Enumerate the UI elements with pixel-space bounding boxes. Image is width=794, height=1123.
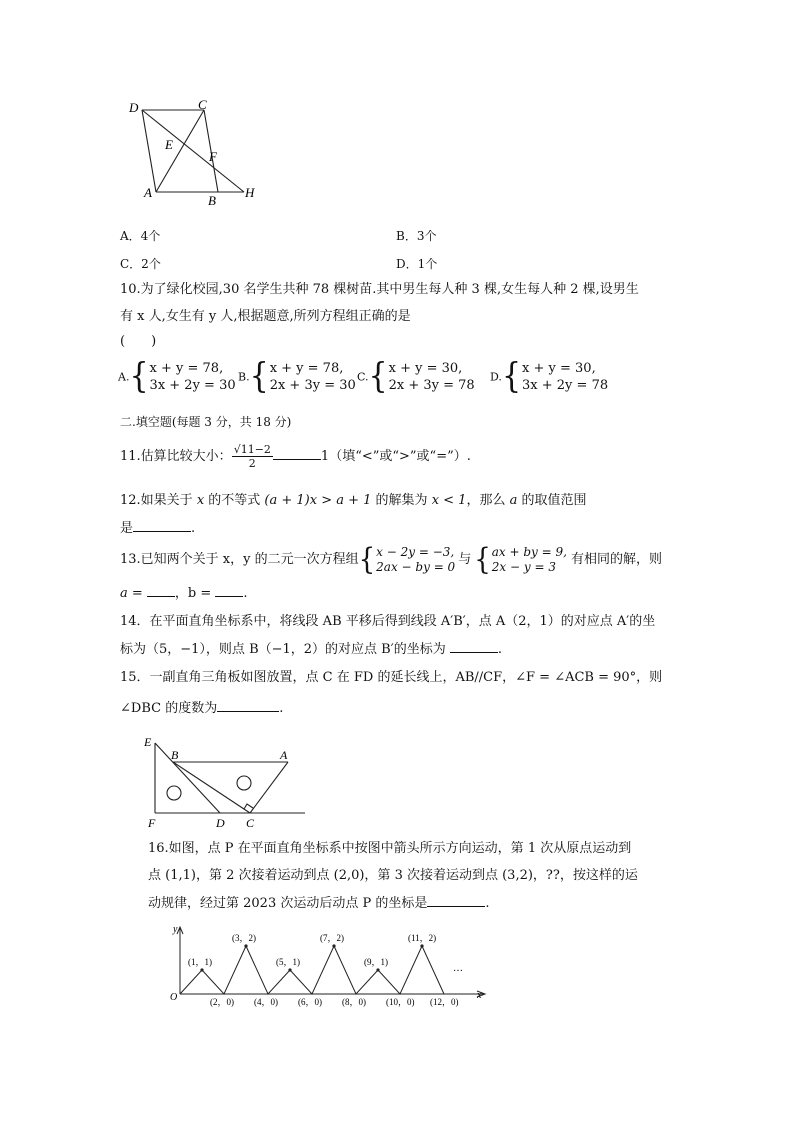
point-label-bottom: (8，0)	[342, 997, 366, 1007]
continuation-dots: …	[453, 963, 463, 974]
point-label-bottom: (12，0)	[430, 997, 459, 1007]
q11-fraction: $\frac{√11-2}{2}$	[233, 443, 271, 470]
q12-line-2: 是 .	[120, 521, 196, 536]
q11-blank	[273, 447, 321, 460]
q15-line-2: ∠DBC 的度数为 .	[120, 701, 284, 716]
q10-option-c: C.{x + y = 30, 2x + 3y = 78	[357, 356, 475, 397]
label-C: C	[246, 816, 255, 830]
label-F: F	[148, 816, 156, 830]
point-label-top: (3，2)	[232, 933, 256, 943]
q13-blank-b	[215, 584, 243, 597]
label-E: E	[165, 137, 173, 152]
origin-label: O	[170, 992, 178, 1003]
point-label-top: (1，1)	[188, 957, 212, 967]
q16-blank	[427, 894, 485, 907]
label-A: A	[144, 185, 152, 200]
q14-blank	[450, 640, 498, 653]
q10-line-1: 10.为了绿化校园,30 名学生共种 78 棵树苗.其中男生每人种 3 棵,女生每人种 2 棵,设男生	[120, 282, 639, 297]
point-label-bottom: (6，0)	[298, 997, 322, 1007]
point-label-top: (5，1)	[276, 957, 300, 967]
q10-option-a: A.{x + y = 78, 3x + 2y = 30	[118, 356, 236, 397]
q14-line-1: 14．在平面直角坐标系中，将线段 AB 平移后得到线段 A′B′，点 A（2，1）的对应点 A′的坐	[120, 614, 656, 629]
q15-blank	[217, 699, 279, 712]
path-point	[200, 968, 203, 971]
path-point	[288, 968, 291, 971]
q16-zigzag-figure	[165, 922, 495, 1007]
q10-option-b: B.{x + y = 78, 2x + 3y = 30	[238, 356, 356, 397]
q9-option-a: A．4个	[120, 229, 161, 243]
q16-line-3: 动规律，经过第 2023 次运动后动点 P 的坐标是 .	[148, 896, 490, 911]
q16-line-1: 16.如图，点 P 在平面直角坐标系中按图中箭头所示方向运动，第 1 次从原点运动到	[148, 841, 632, 856]
label-C: C	[198, 97, 207, 112]
label-B: B	[171, 748, 179, 762]
q13-line-2: a = ，b = .	[120, 586, 248, 601]
point-label-bottom: (4，0)	[254, 997, 278, 1007]
point-label-top: (11，2)	[408, 933, 437, 943]
q16-line-2: 点 (1,1)，第 2 次接着运动到点 (2,0)，第 3 次接着运动到点 (3,2)，??，按这样的运	[148, 868, 638, 883]
q12-blank	[133, 519, 191, 532]
point-label-bottom: (2，0)	[210, 997, 234, 1007]
point-label-top: (7，2)	[320, 933, 344, 943]
q9-parallelogram-figure	[120, 95, 270, 210]
label-D: D	[216, 816, 225, 830]
q9-option-d: D．1个	[396, 257, 438, 271]
q10-option-d: D.{x + y = 30, 3x + 2y = 78	[490, 356, 609, 397]
axis-y-label: y	[173, 924, 178, 935]
path-point	[420, 944, 423, 947]
section-2-heading: 二.填空题(每题 3 分，共 18 分)	[120, 415, 292, 429]
q15-set-squares-figure	[140, 733, 310, 831]
q10-answer-paren: ( )	[120, 334, 157, 349]
label-F: F	[209, 149, 217, 164]
path-point	[376, 968, 379, 971]
path-point	[244, 944, 247, 947]
q11: 11.估算比较大小： $\frac{√11-2}{2}$ 1（填“<”或“>”或“=”）.	[120, 443, 471, 470]
q14-line-2: 标为（5，−1），则点 B（−1，2）的对应点 B′的坐标为 .	[120, 642, 502, 657]
q15-line-1: 15．一副直角三角板如图放置，点 C 在 FD 的延长线上，AB//CF，∠F = ∠ACB = 90°，则	[120, 670, 663, 685]
label-B: B	[208, 193, 216, 208]
q13-blank-a	[147, 584, 175, 597]
q13-line-1: 13.已知两个关于 x，y 的二元一次方程组{x − 2y = −3, 2ax − by = 0 与 {ax + by = 9, 2x − y = 3 有相同的解，则	[120, 542, 662, 578]
label-A: A	[280, 748, 288, 762]
point-label-bottom: (10，0)	[386, 997, 415, 1007]
label-H: H	[245, 185, 255, 200]
q9-option-c: C．2个	[120, 257, 161, 271]
path-point	[332, 944, 335, 947]
q10-line-2: 有 x 人,女生有 y 人,根据题意,所列方程组正确的是	[120, 309, 411, 324]
q9-option-b: B．3个	[396, 229, 437, 243]
point-label-top: (9，1)	[364, 957, 388, 967]
label-E: E	[144, 735, 152, 749]
label-D: D	[129, 100, 139, 115]
axis-x-label: x	[477, 990, 482, 1001]
q12-line-1: 12.如果关于 x 的不等式 (a + 1)x > a + 1 的解集为 x < 1，那么 a 的取值范围	[120, 493, 587, 508]
